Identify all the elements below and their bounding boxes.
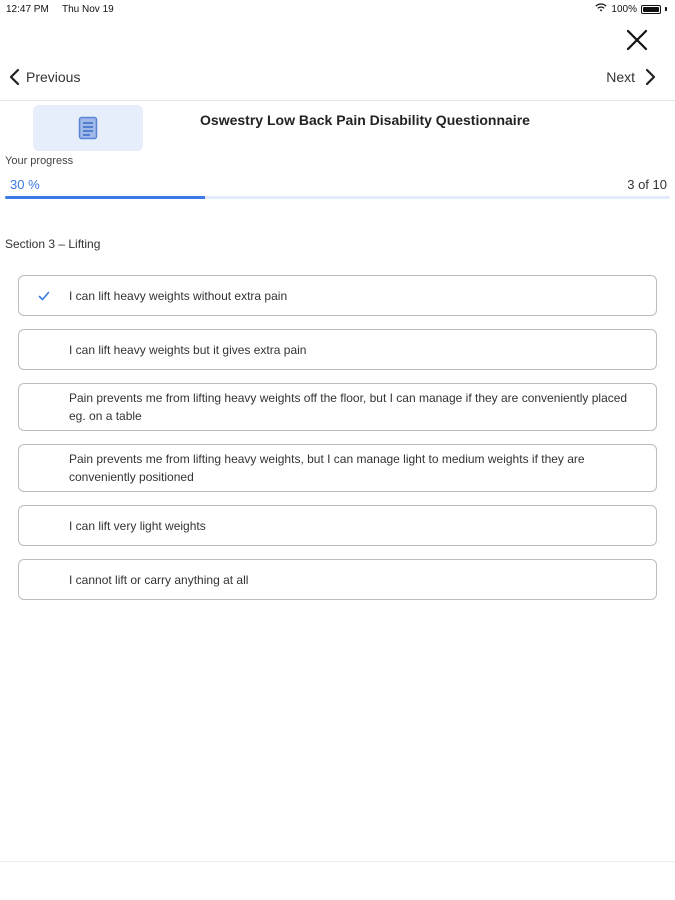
status-date: Thu Nov 19 bbox=[62, 4, 114, 15]
answer-option-text: I can lift heavy weights but it gives extra pain bbox=[69, 342, 307, 357]
answer-options bbox=[18, 275, 657, 613]
battery-percent: 100% bbox=[611, 3, 637, 15]
previous-label: Previous bbox=[26, 69, 81, 85]
progress-count: 3 of 10 bbox=[627, 177, 667, 192]
status-bar bbox=[0, 0, 675, 18]
answer-option-text: Pain prevents me from lifting heavy weights, but I can manage light to medium weights if they are conveniently positioned bbox=[69, 452, 585, 484]
close-icon bbox=[624, 27, 650, 53]
chevron-right-icon bbox=[645, 68, 657, 86]
answer-option[interactable] bbox=[18, 444, 657, 492]
next-button[interactable] bbox=[606, 68, 657, 86]
next-label: Next bbox=[606, 69, 635, 85]
answer-option[interactable] bbox=[18, 275, 657, 316]
checkmark-icon bbox=[38, 291, 50, 301]
answer-option-text: I can lift heavy weights without extra pain bbox=[69, 288, 288, 303]
answer-option[interactable] bbox=[18, 383, 657, 431]
answer-option[interactable] bbox=[18, 559, 657, 600]
close-button[interactable] bbox=[624, 27, 650, 53]
answer-option-text: I can lift very light weights bbox=[69, 518, 206, 533]
status-time: 12:47 PM bbox=[6, 4, 49, 15]
progress-bar-fill bbox=[5, 196, 205, 199]
header-divider bbox=[0, 100, 675, 101]
progress-percent: 30 % bbox=[10, 177, 40, 192]
progress-label: Your progress bbox=[5, 155, 74, 167]
answer-option-text: I cannot lift or carry anything at all bbox=[69, 572, 249, 587]
battery-tip bbox=[665, 7, 667, 11]
wifi-icon bbox=[595, 3, 607, 15]
document-icon bbox=[78, 116, 98, 140]
section-title: Section 3 – Lifting bbox=[5, 237, 101, 251]
questionnaire-tile bbox=[33, 105, 143, 151]
chevron-left-icon bbox=[8, 68, 20, 86]
battery-icon bbox=[641, 5, 661, 14]
check-slot bbox=[19, 291, 69, 301]
answer-option[interactable] bbox=[18, 329, 657, 370]
footer-divider bbox=[0, 861, 675, 862]
answer-option[interactable] bbox=[18, 505, 657, 546]
page-title: Oswestry Low Back Pain Disability Questionnaire bbox=[200, 112, 530, 128]
previous-button[interactable] bbox=[8, 68, 80, 86]
answer-option-text: Pain prevents me from lifting heavy weights off the floor, but I can manage if they are conveniently placed eg. on a table bbox=[69, 391, 628, 423]
nav-row bbox=[0, 64, 675, 94]
status-indicators bbox=[595, 3, 667, 15]
progress-bar bbox=[5, 196, 670, 199]
